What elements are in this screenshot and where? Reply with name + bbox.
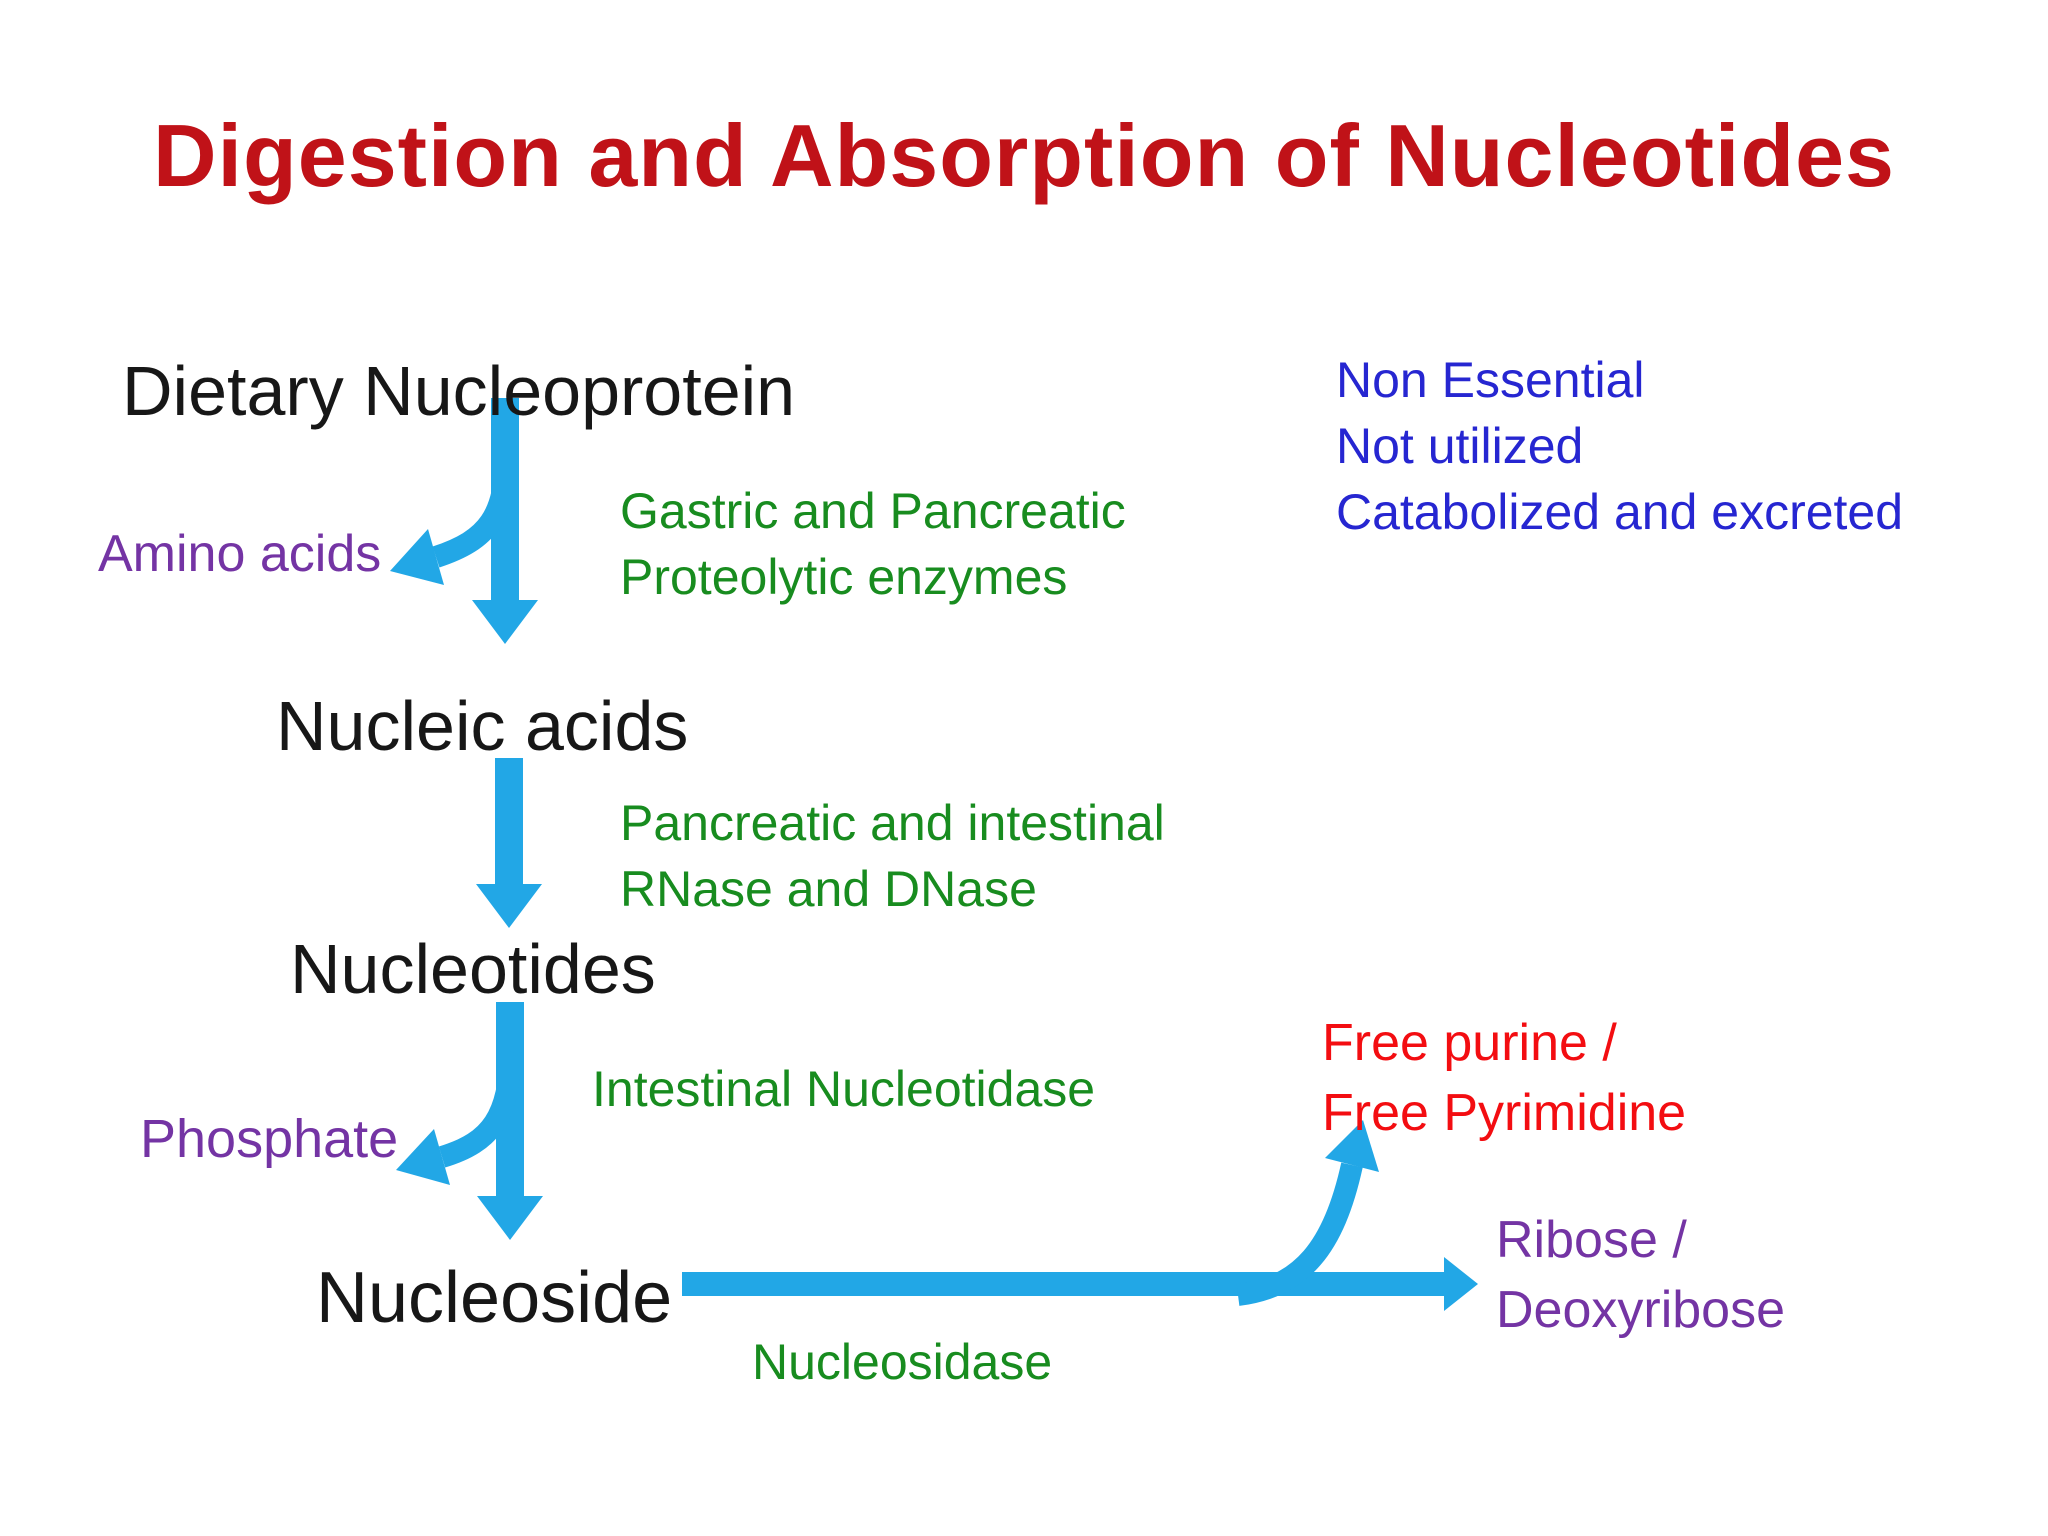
- ribose-line2: Deoxyribose: [1496, 1281, 1786, 1339]
- label-gastric-enzymes: [620, 478, 1126, 610]
- node-nucleoside: Nucleoside: [316, 1258, 673, 1338]
- note-line1: Non Essential: [1336, 352, 1645, 408]
- arrow-nucleoside-to-ribose-icon: [682, 1257, 1478, 1311]
- pancreatic-line1: Pancreatic and intestinal: [620, 795, 1165, 851]
- arrow-nucleic-acids-to-nucleotides-icon: [476, 758, 542, 928]
- node-nucleotides: Nucleotides: [290, 930, 656, 1008]
- label-amino-acids: Amino acids: [98, 525, 382, 583]
- gastric-line1: Gastric and Pancreatic: [620, 483, 1126, 539]
- label-phosphate: Phosphate: [140, 1109, 399, 1169]
- label-intestinal-nucleotidase: Intestinal Nucleotidase: [592, 1061, 1096, 1117]
- pancreatic-line2: RNase and DNase: [620, 861, 1037, 917]
- note-line2: Not utilized: [1336, 418, 1584, 474]
- free-purine-line2: Free Pyrimidine: [1322, 1084, 1687, 1142]
- node-dietary-nucleoprotein: Dietary Nucleoprotein: [122, 352, 796, 430]
- label-ribose-deoxyribose: [1496, 1205, 1785, 1345]
- slide-title: Digestion and Absorption of Nucleotides: [153, 106, 1895, 205]
- ribose-line1: Ribose /: [1496, 1211, 1687, 1269]
- node-nucleic-acids: Nucleic acids: [276, 687, 689, 765]
- label-free-purine-pyrimidine: [1322, 1008, 1686, 1148]
- arrow-branch-to-phosphate-icon: [396, 1052, 511, 1185]
- free-purine-line1: Free purine /: [1322, 1014, 1617, 1072]
- note-line3: Catabolized and excreted: [1336, 484, 1904, 540]
- label-pancreatic-nucleases: [620, 790, 1165, 922]
- note-non-essential: [1336, 347, 1903, 545]
- gastric-line2: Proteolytic enzymes: [620, 549, 1068, 605]
- arrow-branch-to-amino-acids-icon: [390, 452, 506, 585]
- label-nucleosidase: Nucleosidase: [752, 1334, 1053, 1390]
